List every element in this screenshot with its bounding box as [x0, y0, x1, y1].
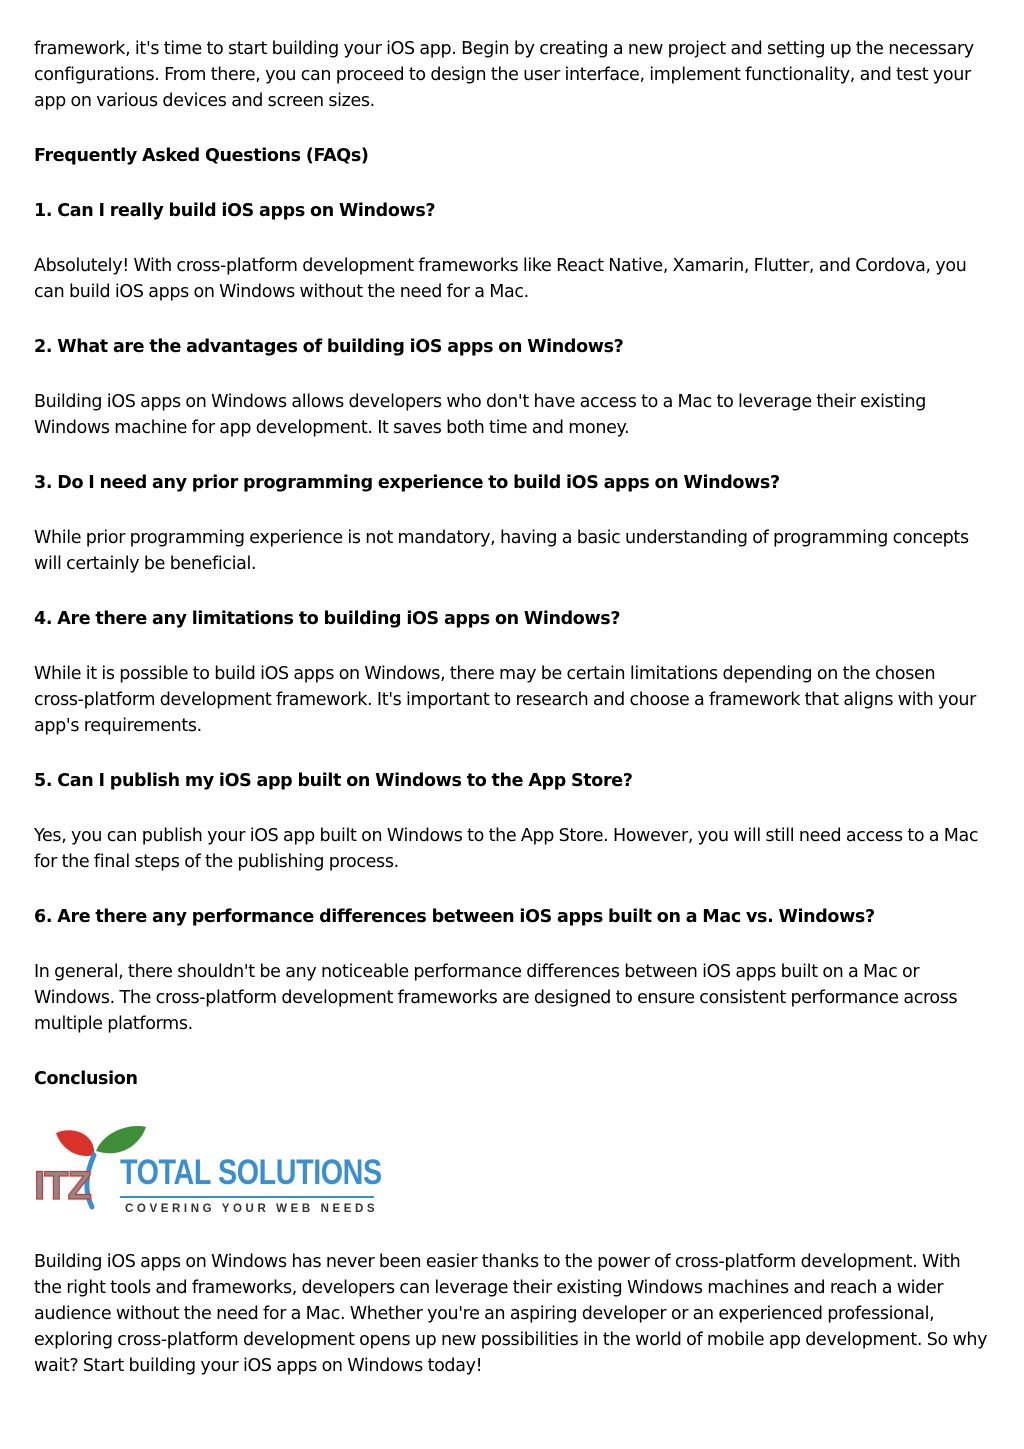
faq-item	[34, 334, 989, 441]
faq-item	[34, 606, 989, 739]
faq-item	[34, 904, 989, 1037]
conclusion-heading: Conclusion	[34, 1069, 138, 1089]
faq-list	[34, 198, 989, 1037]
faq-question: 6. Are there any performance differences between iOS apps built on a Mac vs. Windows?	[34, 907, 875, 927]
logo-name: TOTAL SOLUTIONS	[120, 1153, 382, 1192]
logo-letters: ITZ	[34, 1164, 91, 1208]
faq-answer: Building iOS apps on Windows allows developers who don't have access to a Mac to leverage their existing Windows machine for app development. It saves both time and money.	[34, 392, 926, 438]
faq-question: 3. Do I need any prior programming experience to build iOS apps on Windows?	[34, 473, 780, 493]
faq-answer: Yes, you can publish your iOS app built on Windows to the App Store. However, you will still need access to a Mac for the final steps of the publishing process.	[34, 826, 979, 872]
company-logo	[34, 1121, 382, 1221]
faq-question: 2. What are the advantages of building iOS apps on Windows?	[34, 337, 624, 357]
faq-answer: Absolutely! With cross-platform development frameworks like React Native, Xamarin, Flutter, and Cordova, you can build iOS apps on Windows without the need for a Mac.	[34, 256, 967, 302]
faq-question: 5. Can I publish my iOS app built on Windows to the App Store?	[34, 771, 633, 791]
faq-question: 1. Can I really build iOS apps on Windows?	[34, 201, 436, 221]
conclusion-paragraph: Building iOS apps on Windows has never been easier thanks to the power of cross-platform development. With the right tools and frameworks, developers can leverage their existing Windows machines and reach a wider audience without the need for a Mac. Whether you're an aspiring developer or an experienced professional, exploring cross-platform development opens up new possibilities in the world of mobile app development. So why wait? Start building your iOS apps on Windows today!	[34, 1252, 988, 1376]
article-body	[34, 36, 989, 1408]
faq-item	[34, 198, 989, 305]
faq-answer: In general, there shouldn't be any noticeable performance differences between iOS apps built on a Mac or Windows. The cross-platform development frameworks are designed to ensure consistent performance across multiple platforms.	[34, 962, 958, 1034]
logo-tagline: COVERING YOUR WEB NEEDS	[125, 1203, 379, 1215]
faq-answer: While prior programming experience is not mandatory, having a basic understanding of programming concepts will certainly be beneficial.	[34, 528, 969, 574]
faq-item	[34, 768, 989, 875]
faq-heading: Frequently Asked Questions (FAQs)	[34, 146, 369, 166]
intro-paragraph: framework, it's time to start building your iOS app. Begin by creating a new project and setting up the necessary configurations. From there, you can proceed to design the user interface, implement functionality, and test your app on various devices and screen sizes.	[34, 39, 974, 111]
faq-item	[34, 470, 989, 577]
faq-answer: While it is possible to build iOS apps on Windows, there may be certain limitations depending on the chosen cross-platform development framework. It's important to research and choose a framework that aligns with your app's requirements.	[34, 664, 976, 736]
faq-question: 4. Are there any limitations to building iOS apps on Windows?	[34, 609, 621, 629]
